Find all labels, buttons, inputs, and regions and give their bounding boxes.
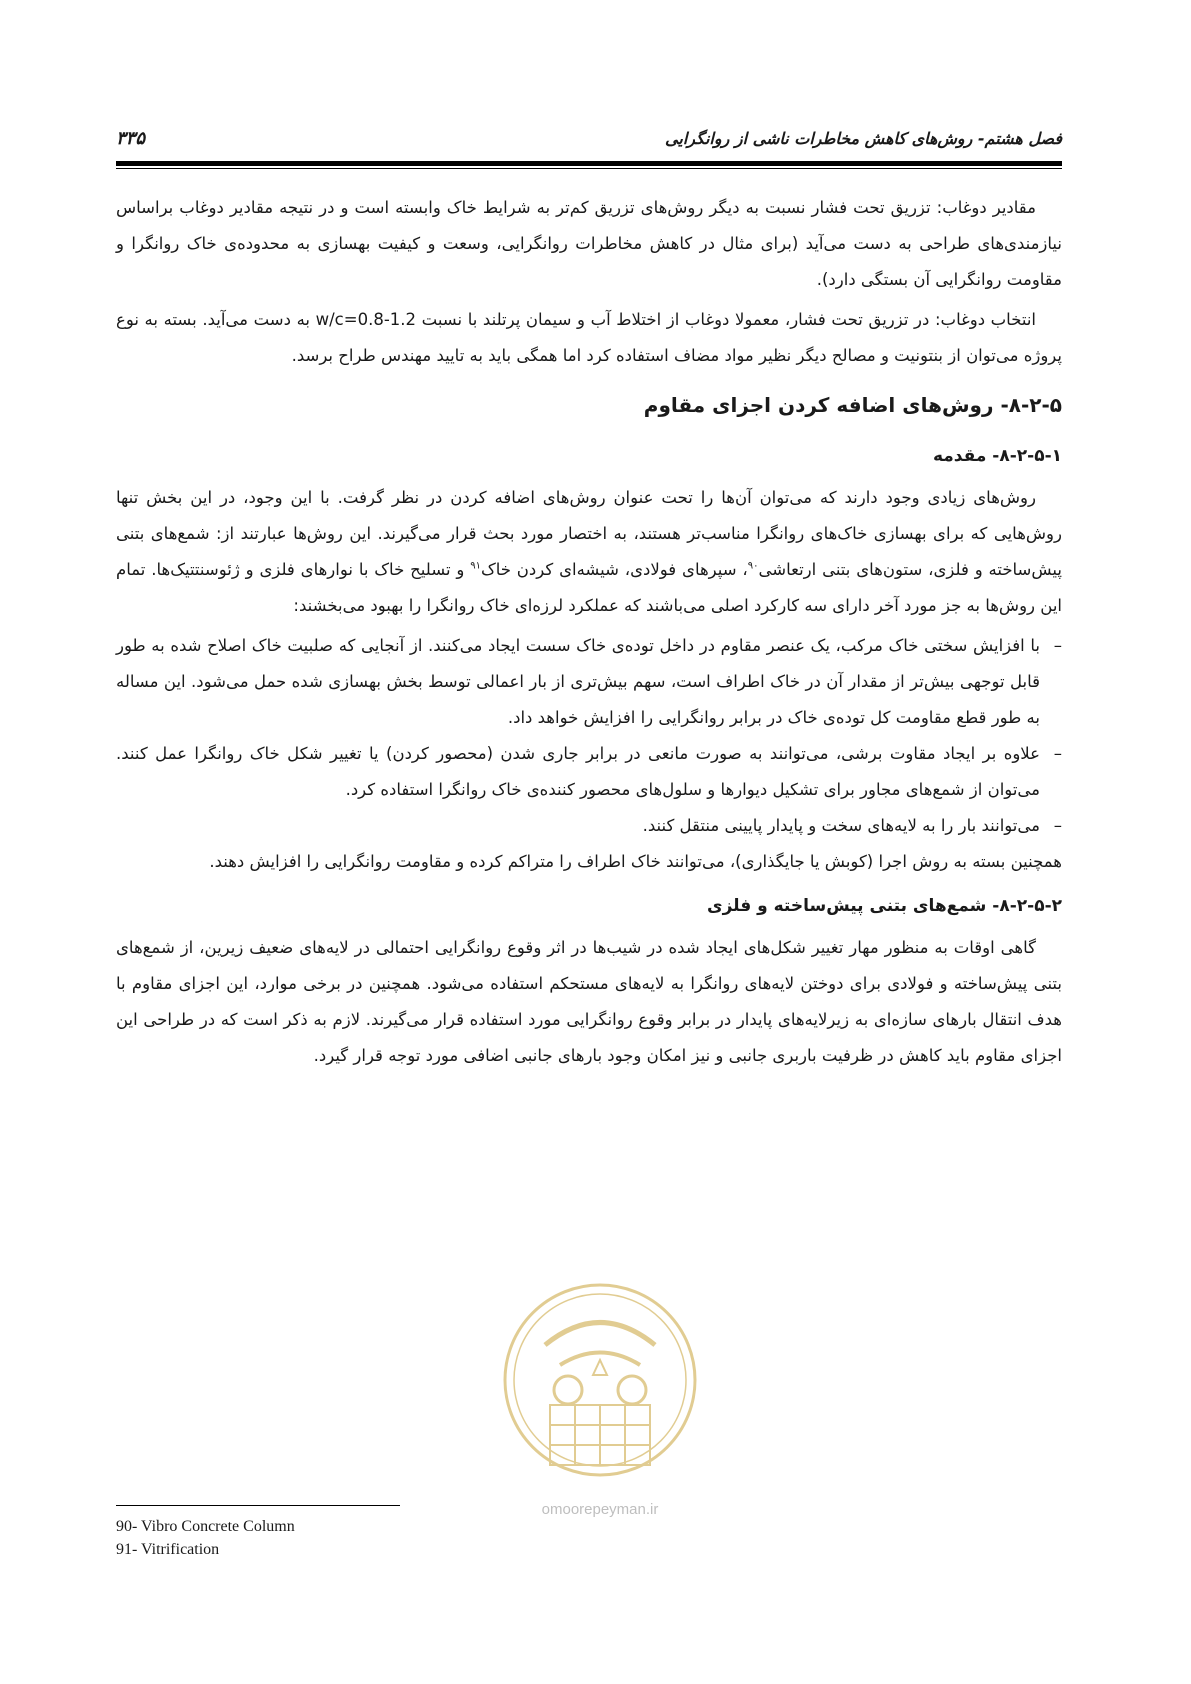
dash-bullet: – [1053, 636, 1062, 655]
paragraph-introduction [116, 480, 1062, 624]
footnote-ref-90: ۹۰ [747, 560, 759, 572]
list-item-text: علاوه بر ایجاد مقاوت برشی، می‌توانند به صورت مانعی در برابر جاری شدن (محصور کردن) یا تغییر شکل خاک روانگرا عمل کنند. می‌توان از شمع‌های مجاور برای تشکیل دیوارها و سلول‌های محصور کننده‌ی خاک روانگرا استفاده کرد. [116, 744, 1040, 799]
page-body [116, 190, 1062, 1078]
list-item-text: با افزایش سختی خاک مرکب، یک عنصر مقاوم در داخل توده‌ی خاک سست ایجاد می‌کنند. از آنجایی که صلبیت خاک اصلاح شده به طور قابل توجهی بیش‌تر از مقدار آن در خاک اطراف است، سهم بیش‌تری از بار اعمالی توسط بخش بهسازی شده حمل می‌شود. این مساله به طور قطع مقاومت کل توده‌ی خاک در برابر روانگرایی را افزایش خواهد داد. [116, 636, 1040, 727]
paragraph-compaction: همچنین بسته به روش اجرا (کوبش یا جایگذاری)، می‌توانند خاک اطراف را متراکم کرده و مقاومت روانگرایی را افزایش دهند. [209, 852, 1062, 871]
paragraph-grout-amounts: مقادیر دوغاب: تزریق تحت فشار نسبت به دیگر روش‌های تزریق کم‌تر به شرایط خاک وابسته است و در نتیجه مقادیر دوغاب براساس نیازمندی‌های طراحی به دست می‌آید (برای مثال در کاهش مخاطرات روانگرایی، وسعت و کیفیت بهسازی به محدوده‌ی خاک روانگرا و مقاومت روانگرایی آن بستگی دارد). [116, 198, 1062, 289]
page-header [116, 122, 1062, 154]
section-heading-8-2-5-2: ۸-۲-۵-۲- شمع‌های بتنی پیش‌ساخته و فلزی [706, 896, 1062, 916]
paragraph-precast-piles: گاهی اوقات به منظور مهار تغییر شکل‌های ایجاد شده در شیب‌ها در اثر وقوع روانگرایی احتمالی در لایه‌های ضعیف زیرین، از شمع‌های بتنی پیش‌ساخته و فولادی برای دوختن لایه‌های روانگرا به لایه‌های مستحکم استفاده می‌شود. همچنین در برخی موارد، این اجزای مقاوم با هدف انتقال بارهای سازه‌ای به زیرلایه‌های پایدار در برابر وقوع روانگرایی مورد استفاده قرار می‌گیرند. لازم به ذکر است که در طراحی این اجزای مقاوم باید کاهش در ظرفیت باربری جانبی و نیز امکان وجود بارهای جانبی اضافی مورد توجه قرار گیرد. [116, 938, 1062, 1065]
footnote-separator [116, 1505, 400, 1506]
watermark-seal-icon [490, 1275, 710, 1500]
watermark-logo [490, 1275, 710, 1525]
intro-text-c: و تسلیح خاک با نوارهای فلزی و ژئوسنتتیک‌ها. تمام این روش‌ها به جز مورد آخر دارای سه کارکرد اصلی می‌باشند که عملکرد لرزه‌ای خاک روانگرا را بهبود می‌بخشند: [116, 560, 1062, 615]
footnote-90: 90- Vibro Concrete Column [116, 1518, 295, 1535]
dash-bullet: – [1053, 744, 1062, 763]
section-heading-8-2-5: ۸-۲-۵- روش‌های اضافه کردن اجزای مقاوم [643, 393, 1062, 417]
section-heading-8-2-5-1: ۸-۲-۵-۱- مقدمه [932, 446, 1062, 466]
chapter-title: فصل هشتم- روش‌های کاهش مخاطرات ناشی از روانگرایی [665, 128, 1062, 148]
list-item-text: می‌توانند بار را به لایه‌های سخت و پایدار پایینی منتقل کنند. [642, 816, 1040, 835]
list-item [116, 736, 1062, 808]
footnote-91: 91- Vitrification [116, 1541, 220, 1558]
intro-text-a: روش‌های زیادی وجود دارند که می‌توان آن‌ها را تحت عنوان روش‌های اضافه کردن در نظر گرفت. با این وجود، در این بخش تنها روش‌هایی که برای بهسازی خاک‌های روانگرا مناسب‌تر هستند، به اختصار مورد بحث قرار می‌گیرند. این روش‌ها عبارتند از: شمع‌های بتنی پیش‌ساخته و فلزی، ستون‌های بتنی ارتعاشی [116, 488, 1062, 579]
list-item [116, 808, 1062, 844]
header-rule-thick [116, 161, 1062, 166]
intro-text-b: ، سپرهای فولادی، شیشه‌ای کردن خاک [480, 560, 748, 579]
list-item [116, 628, 1062, 736]
footnote-ref-91: ۹۱ [470, 560, 481, 572]
footnotes [116, 1515, 616, 1561]
page-number: ۳۳۵ [116, 127, 146, 149]
header-rule-thin [116, 168, 1062, 169]
paragraph-grout-selection: انتخاب دوغاب: در تزریق تحت فشار، معمولا دوغاب از اختلاط آب و سیمان پرتلند با نسبت w/c=0.8-1.2 به دست می‌آید. بسته به نوع پروژه می‌توان از بنتونیت و مصالح دیگر نظیر مواد مضاف استفاده کرد اما همگی باید به تایید مهندس طراح برسد. [116, 310, 1062, 365]
functions-list [116, 628, 1062, 844]
dash-bullet: – [1053, 816, 1062, 835]
watermark-text: omoorepeyman.ir [541, 1501, 659, 1518]
